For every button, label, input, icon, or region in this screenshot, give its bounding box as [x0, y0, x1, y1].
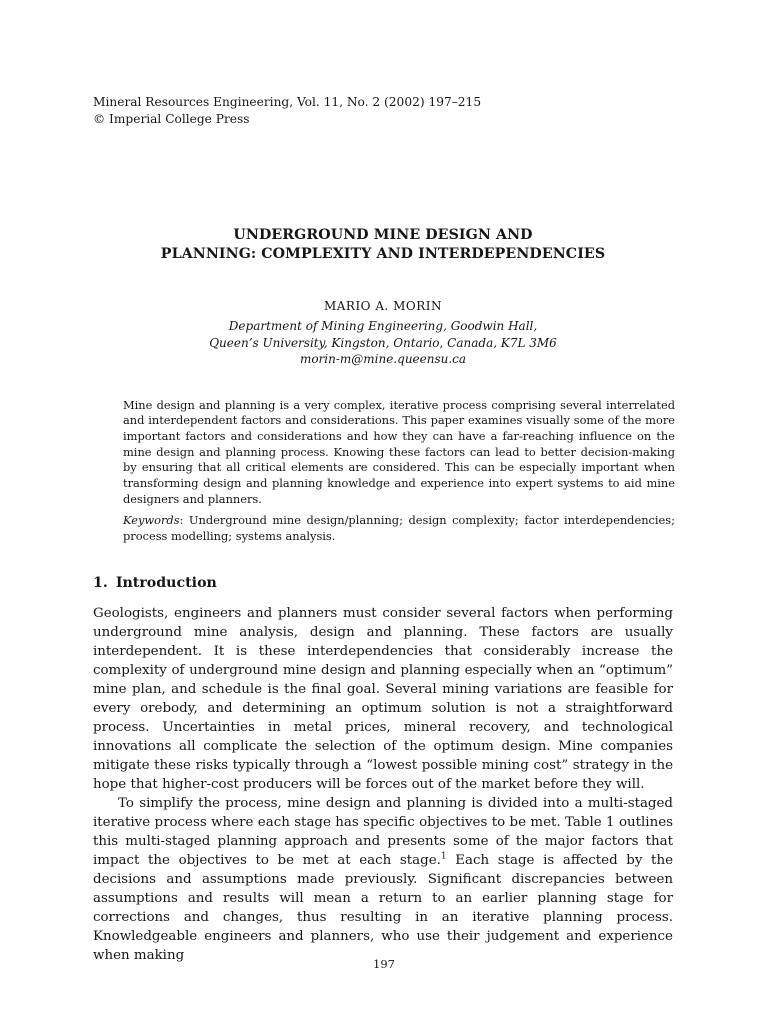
title-line-1: UNDERGROUND MINE DESIGN AND — [233, 227, 533, 243]
keywords — [123, 513, 675, 544]
author-affiliation — [93, 318, 673, 368]
copyright-notice: © Imperial College Press — [93, 112, 250, 126]
abstract-text: Mine design and planning is a very complex, iterative process comprising several interrelated and interdependent factors and considerations. This paper examines visually some of the more important factors and considerations and how they can have a far-reaching influence on the mine design and planning process. Knowing these factors can lead to better decision-making by ensuring that all critical elements are considered. This can be especially important when transforming design and planning knowledge and experience into expert systems to aid mine designers and planners. — [123, 397, 675, 506]
journal-citation: Mineral Resources Engineering, Vol. 11, No. 2 (2002) 197–215 — [93, 95, 482, 109]
page-number: 197 — [373, 957, 395, 971]
intro-paragraph-2-part-2: Each stage is affected by the decisions and assumptions made previously. Significant discrepancies between assumptions and results will mean a return to an earlier planning stage for corrections and changes, thus resulting in an iterative planning process. Knowledgeable engineers and planners, who use their judgement and experience when making — [93, 852, 673, 963]
keywords-text: : Underground mine design/planning; design complexity; factor interdependencies; process modelling; systems analysis. — [123, 513, 675, 544]
title-line-2: PLANNING: COMPLEXITY AND INTERDEPENDENCIES — [160, 246, 606, 262]
footnote-marker: 1 — [440, 851, 447, 862]
affiliation-line-1: Department of Mining Engineering, Goodwin Hall, — [228, 319, 538, 333]
journal-header — [93, 94, 673, 128]
keywords-label: Keywords — [123, 513, 180, 528]
paper-page — [93, 94, 673, 965]
author-email: morin-m@mine.queensu.ca — [299, 352, 467, 366]
intro-paragraph-2 — [93, 794, 673, 965]
section-number: 1. — [93, 574, 108, 591]
affiliation-line-2: Queen’s University, Kingston, Ontario, Canada, K7L 3M6 — [209, 335, 557, 350]
section-title: Introduction — [115, 574, 217, 591]
intro-paragraph-2-part-1: To simplify the process, mine design and planning is divided into a multi-staged iterative process where each stage has specific objectives to be met. Table 1 outlines this multi-staged planning approach and presents some of the major factors that impact the objectives to be met at each stage. — [93, 795, 673, 868]
author-name: MARIO A. MORIN — [323, 299, 443, 313]
intro-paragraph-1: Geologists, engineers and planners must consider several factors when performing underground mine analysis, design and planning. These factors are usually interdependent. It is these interdependencies that considerably increase the complexity of underground mine design and planning especially when an “optimum” mine plan, and schedule is the final goal. Several mining variations are feasible for every orebody, and determining an optimum solution is not a straightforward process. Uncertainties in metal prices, mineral recovery, and technological innovations all complicate the selection of the optimum design. Mine companies mitigate these risks typically through a “lowest possible mining cost” strategy in the hope that higher-cost producers will be forces out of the market before they will. — [93, 605, 673, 792]
section-heading-introduction — [93, 574, 673, 592]
article-title — [93, 226, 673, 264]
